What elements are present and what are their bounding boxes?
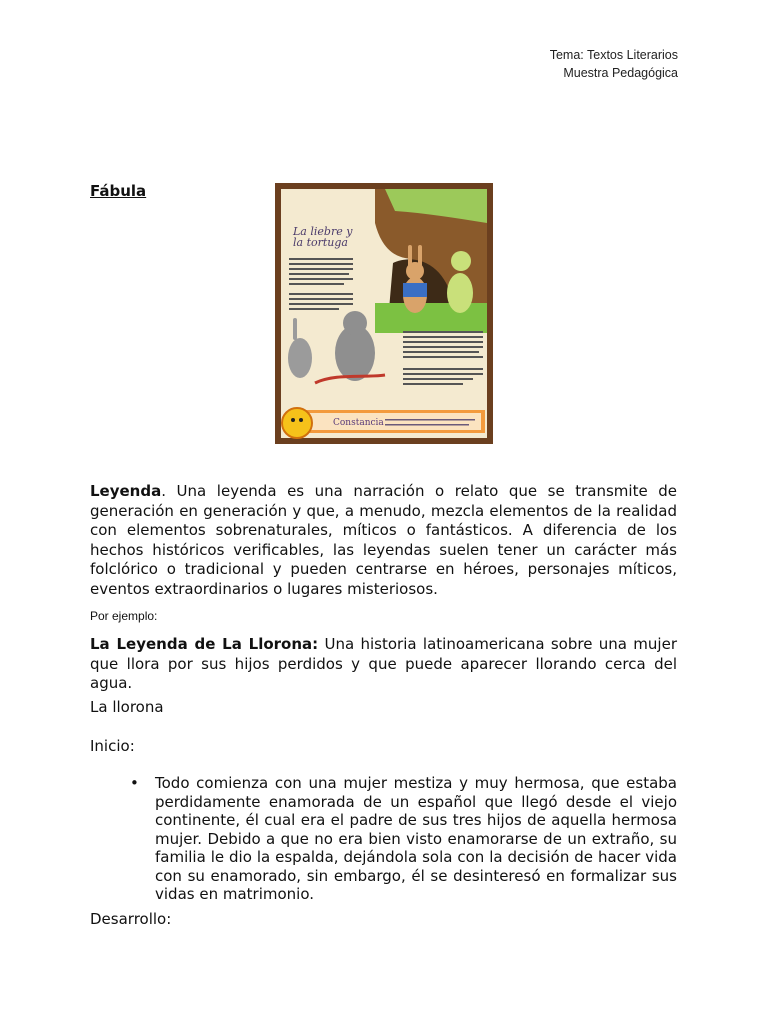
grey-hare-body (288, 338, 312, 378)
llorona-description: Una historia latinoamericana sobre una mujer que llora por sus hijos perdidos y que puede aparecer llorando cerca del agua. (90, 635, 677, 692)
story-title: La llorona (90, 698, 164, 716)
example-label: Por ejemplo: (90, 609, 158, 623)
inicio-bullet-list (130, 774, 677, 904)
hare-ear-left (408, 245, 412, 267)
hare-ear-right (418, 245, 422, 267)
leyenda-term: Leyenda (90, 482, 162, 500)
bullet-icon: • (130, 774, 139, 792)
llorona-paragraph (90, 635, 677, 694)
list-item-text: Todo comienza con una mujer mestiza y muy hermosa, que estaba perdidamente enamorada de un español que llegó desde el viejo continente, él cual era el padre de sus tres hijos de aquella hermosa mujer. Debido a que no era bien visto enamorarse de un extraño, su familia le dio la espalda, dejándola sola con la decisión de hacer vida con su enamorado, sin embargo, él se desinteresó en formalizar sus vidas en matrimonio. (155, 774, 677, 903)
illustration-title-line2: la tortuga (293, 236, 348, 249)
leyenda-paragraph (90, 482, 677, 599)
list-item (130, 774, 677, 904)
mascot-icon (282, 408, 312, 438)
inicio-label: Inicio: (90, 737, 135, 755)
page-header (550, 46, 678, 82)
illustration-caption: Constancia (333, 418, 384, 428)
grey-turtle-head (343, 311, 367, 335)
fable-illustration-image (275, 183, 493, 444)
fable-illustration (275, 183, 493, 444)
fabula-heading: Fábula (90, 182, 147, 200)
header-topic: Tema: Textos Literarios (549, 48, 678, 62)
grey-hare-ear (293, 318, 297, 340)
desarrollo-label: Desarrollo: (90, 910, 172, 928)
header-subtitle: Muestra Pedagógica (563, 66, 678, 80)
grass (375, 303, 487, 333)
llorona-title: La Leyenda de La Llorona: (90, 635, 319, 653)
illustration-banner-inner (299, 413, 481, 430)
hare-jacket (403, 283, 427, 297)
leyenda-definition: . Una leyenda es una narración o relato que se transmite de generación en generación y que, a menudo, mezcla elementos de la realidad con elementos sobrenaturales, míticos o fantásticos. A diferencia de los hechos históricos verificables, las leyendas suelen tener un carácter más folclórico o tradicional y pueden centrarse en héroes, personajes míticos, eventos extraordinarios o lugares misteriosos. (90, 482, 677, 598)
turtle-body (447, 273, 473, 313)
turtle-head (451, 251, 471, 271)
illustration-title-line1: La liebre y (293, 225, 353, 238)
